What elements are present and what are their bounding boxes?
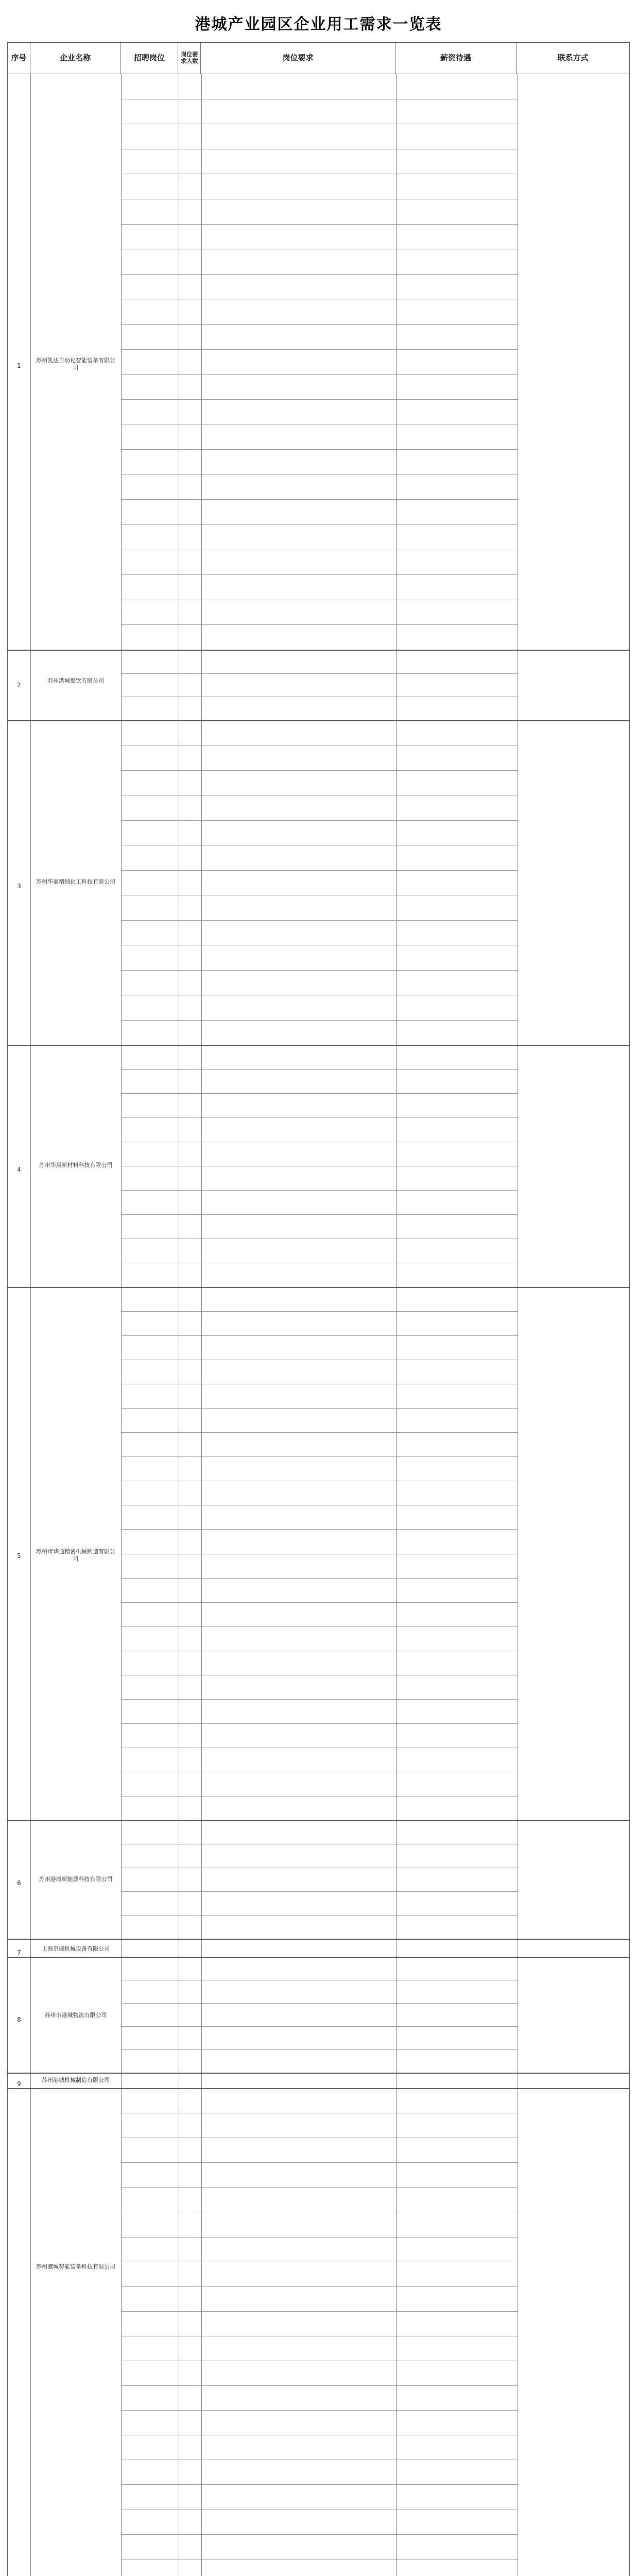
row-divider [121,1456,518,1457]
header-no: 序号 [8,43,30,74]
row-divider [121,2003,518,2004]
group-company: 苏州华豪精细化工科技有限公司 [36,878,115,885]
row-divider [121,349,518,350]
group-number: 1 [17,362,21,369]
row-divider [121,1602,518,1603]
row-divider [121,2187,518,2188]
row-divider [121,2410,518,2411]
header-contact: 联系方式 [557,53,589,63]
group-divider [8,1045,629,1046]
row-divider [121,1723,518,1724]
row-divider [121,770,518,771]
group-number: 2 [17,682,21,689]
header-company: 企业名称 [30,43,121,74]
recruitment-table [7,42,630,2576]
row-divider [121,1311,518,1312]
row-divider [121,1915,518,1916]
row-divider [121,224,518,225]
group-company: 苏州港城餐饮有限公司 [47,677,104,684]
row-divider [121,374,518,375]
row-divider [121,1432,518,1433]
header-requirements: 岗位要求 [201,43,395,74]
row-divider [121,1408,518,1409]
row-divider [121,499,518,500]
group-company: 苏州港城智能装备科技有限公司 [36,2263,115,2270]
row-divider [121,2026,518,2027]
group-number: 9 [17,2080,21,2088]
group-company: 苏州港城机械制造有限公司 [42,2077,110,2083]
row-divider [121,2286,518,2287]
row-divider [121,474,518,475]
group-number: 3 [17,883,21,890]
row-divider [121,1626,518,1627]
row-divider [121,1214,518,1215]
group-divider [8,1939,629,1940]
group-company: 苏州市港城物流有限公司 [44,2012,107,2019]
group-number: 8 [17,2016,21,2023]
group-number: 4 [17,1166,21,1173]
group-number: 6 [17,1879,21,1887]
row-divider [121,2484,518,2485]
group-divider [8,1820,629,1821]
row-divider [121,870,518,871]
row-divider [121,324,518,325]
group-divider [8,1287,629,1288]
group-company: 上海京展机械设备有限公司 [42,1945,110,1952]
group-company: 苏州凯达自动化智能装备有限公司 [36,357,115,371]
group-company: 苏州港城新能源科技有限公司 [39,1876,113,1883]
row-divider [121,2385,518,2386]
group-number: 5 [17,1552,21,1560]
row-divider [121,624,518,625]
row-divider [121,399,518,400]
group-company: 苏州华晨新材料科技有限公司 [39,1162,113,1168]
group-number: 7 [17,1949,21,1956]
row-divider [121,1335,518,1336]
group-divider [8,2073,629,2074]
row-divider [121,2237,518,2238]
row-divider [121,1020,518,1021]
row-divider [121,970,518,971]
header-count: 岗位需求人数 [178,43,201,74]
group-divider [8,650,629,651]
row-divider [121,1578,518,1579]
header-salary: 薪资待遇 [395,43,517,74]
table-body [8,74,629,2576]
row-divider [121,1190,518,1191]
row-divider [121,673,518,674]
row-divider [121,1699,518,1700]
row-divider [121,2311,518,2312]
row-divider [121,1117,518,1118]
header-position: 招聘岗位 [121,43,179,74]
row-divider [121,2559,518,2560]
column-divider [30,74,31,2576]
group-divider [8,1957,629,1958]
row-divider [121,1093,518,1094]
row-divider [121,1891,518,1892]
row-divider [121,1069,518,1070]
row-divider [121,2534,518,2535]
group-company: 苏州市华通精密机械制造有限公司 [36,1548,115,1562]
group-divider [8,720,629,721]
row-divider [121,524,518,525]
row-divider [121,2049,518,2050]
row-divider [121,449,518,450]
row-divider [121,274,518,275]
row-divider [121,1796,518,1797]
row-divider [121,2162,518,2163]
row-divider [121,820,518,821]
table-header-row [8,43,629,74]
row-divider [121,574,518,575]
document-title: 港城产业园区企业用工需求一览表 [195,15,442,33]
row-divider [121,1529,518,1530]
group-divider [8,2088,629,2089]
row-divider [121,920,518,921]
